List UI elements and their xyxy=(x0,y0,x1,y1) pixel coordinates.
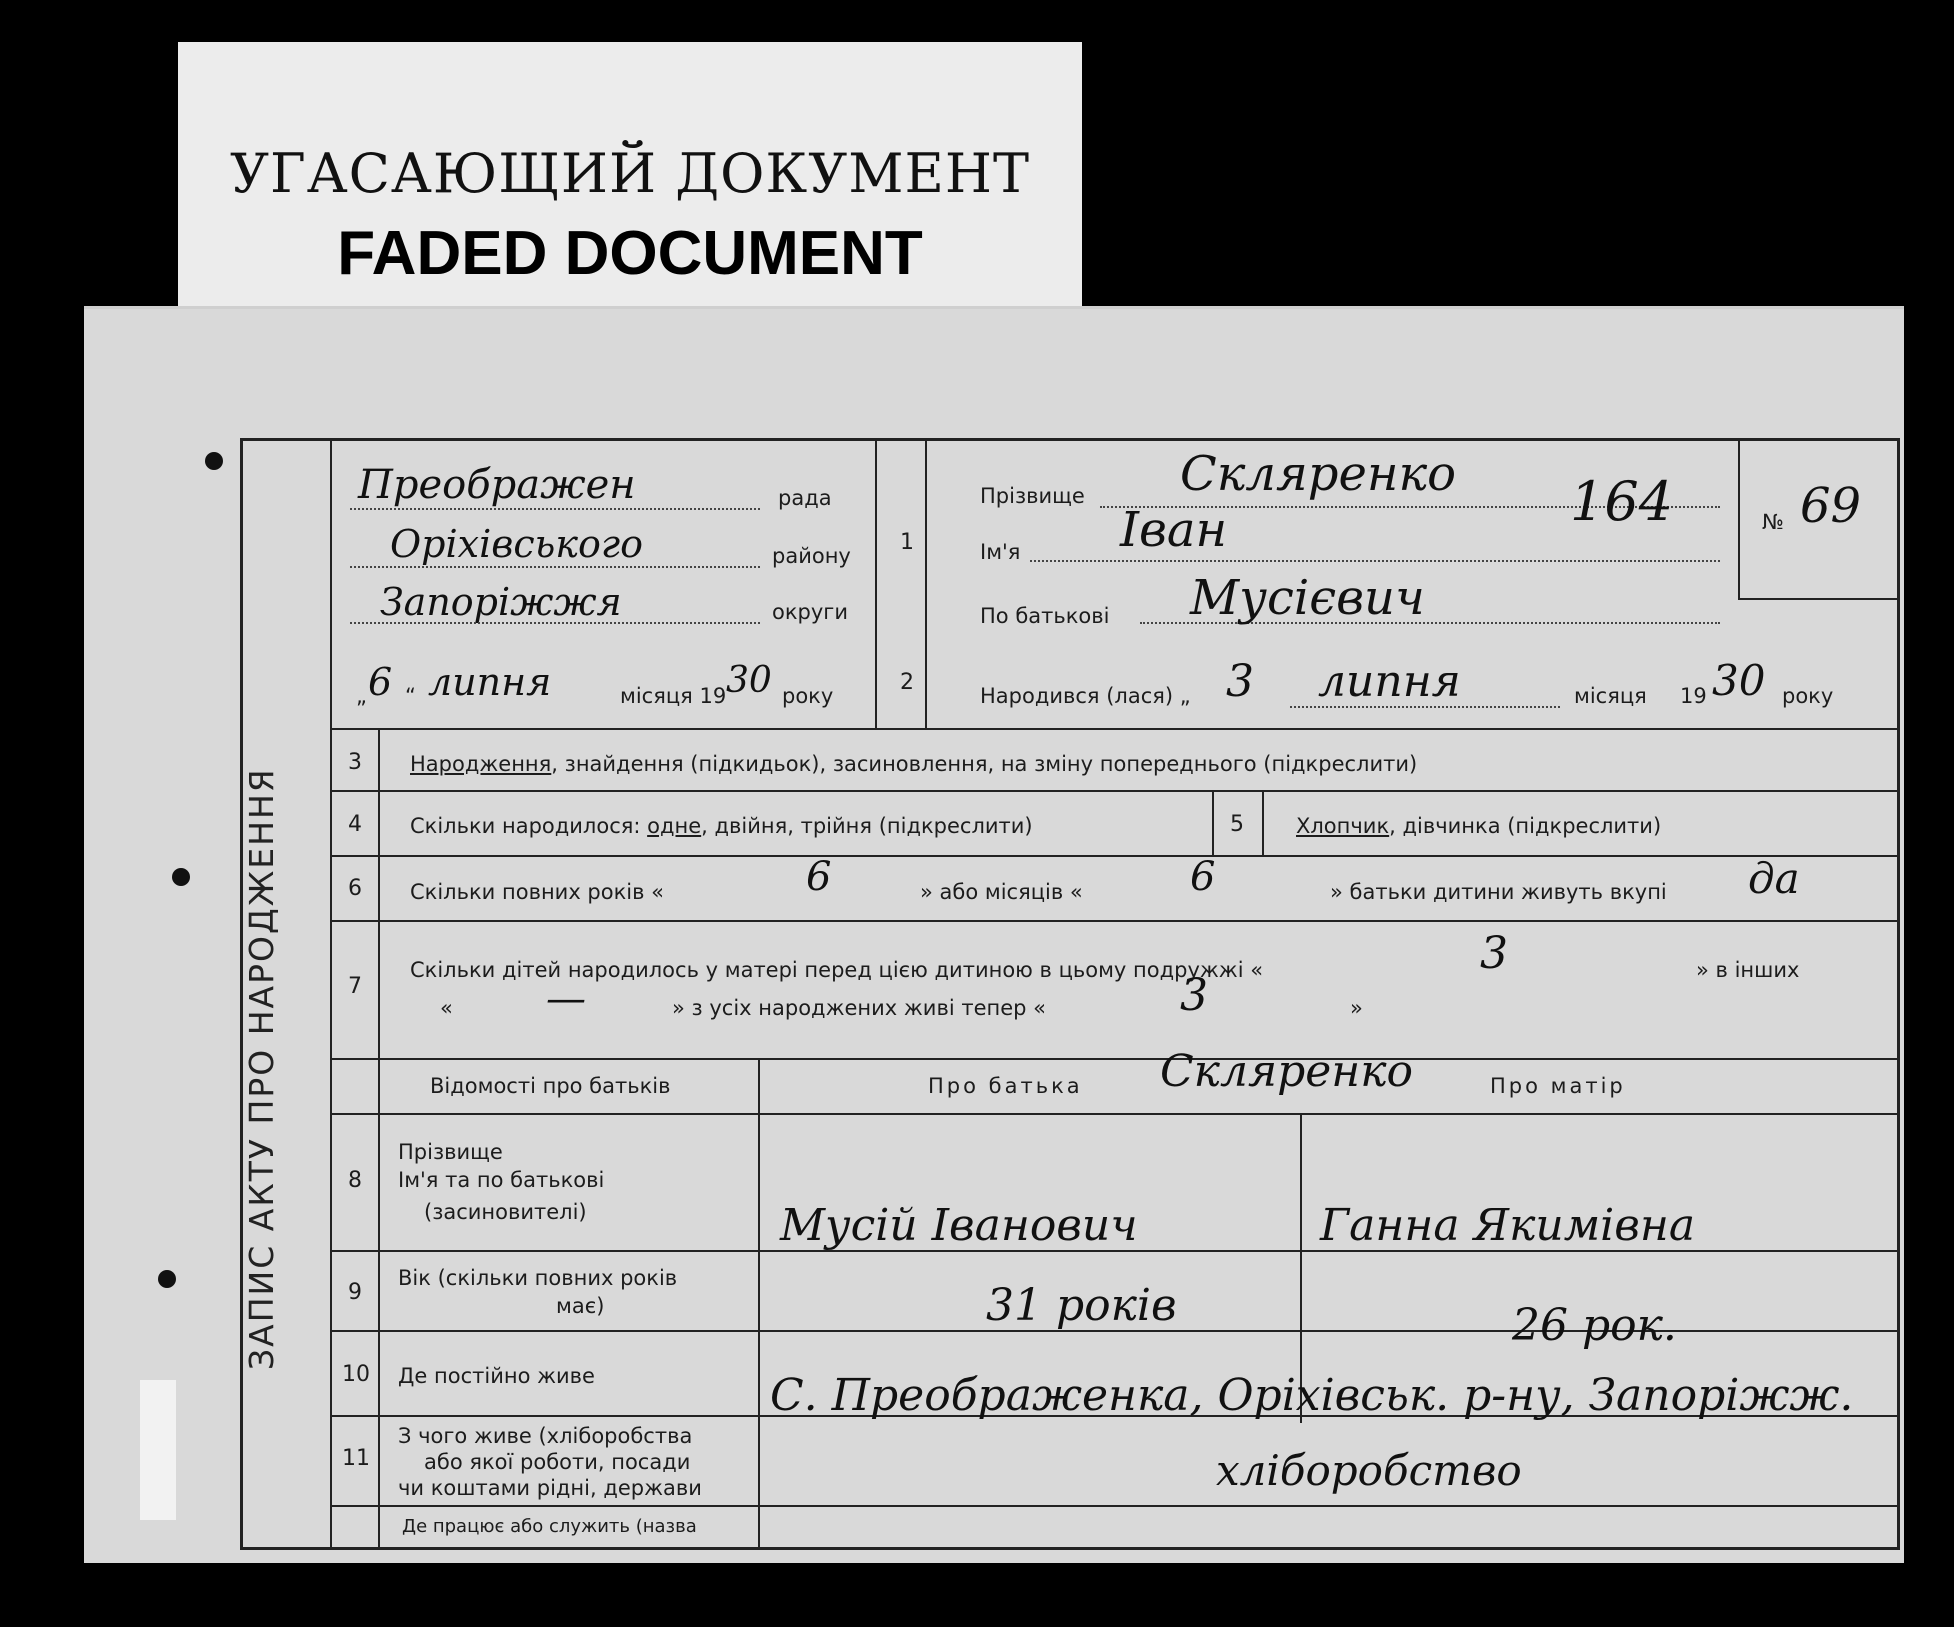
hw-okrug: Запоріжжя xyxy=(380,580,622,624)
label-english: FADED DOCUMENT xyxy=(337,219,923,288)
punch-hole xyxy=(205,452,223,470)
hw-marriage-years: 6 xyxy=(806,854,832,900)
hw-reg-day: 6 xyxy=(368,660,393,704)
row-number: 4 xyxy=(348,812,362,837)
patronymic-label: По батькові xyxy=(980,604,1110,628)
row8-label-1: Прізвище xyxy=(398,1140,503,1164)
marriage-months-label: » або місяців « xyxy=(920,880,1083,904)
row-number: 8 xyxy=(348,1168,362,1193)
event-birth-underlined: Народження xyxy=(410,752,552,776)
hw-children-this-marriage: 3 xyxy=(1480,928,1508,979)
hw-children-other: — xyxy=(546,976,586,1022)
multiplicity-text: Скільки народилося: одне, двійня, трійня (підкреслити) xyxy=(410,814,1033,838)
hw-birth-day: 3 xyxy=(1226,656,1254,707)
children-line2-close: » xyxy=(1350,996,1363,1020)
hw-rada: Преображен xyxy=(358,462,636,508)
rayon-label: району xyxy=(772,544,851,568)
row11-label-3: чи коштами рідні, держави xyxy=(398,1476,702,1500)
okrug-label: округи xyxy=(772,600,848,624)
row8-label-2: Ім'я та по батькові xyxy=(398,1168,605,1192)
hw-father-name: Мусій Іванович xyxy=(780,1200,1138,1251)
hw-patronymic: Мусієвич xyxy=(1190,570,1425,626)
hw-father-age: 31 років xyxy=(986,1280,1177,1331)
father-column-label: Про батька xyxy=(928,1074,1083,1098)
row10-label: Де постійно живе xyxy=(398,1364,595,1388)
birth-month-label: місяця xyxy=(1574,684,1647,708)
mother-column-label: Про матір xyxy=(1490,1074,1626,1098)
children-line2-mid: » з усіх народжених живі тепер « xyxy=(672,996,1047,1020)
hw-occupation: хліборобство xyxy=(1216,1446,1522,1495)
row-number: 1 xyxy=(900,530,914,555)
hw-reg-month: липня xyxy=(428,660,552,704)
reg-month-label: місяця 19 xyxy=(620,684,727,708)
event-type-text: Народження, знайдення (підкидьок), засиновлення, на зміну попереднього (підкреслити) xyxy=(410,752,1418,776)
hw-children-alive: 3 xyxy=(1180,970,1208,1021)
rada-label: рада xyxy=(778,486,832,510)
row-number: 6 xyxy=(348,876,362,901)
sex-text: Хлопчик, дівчинка (підкреслити) xyxy=(1296,814,1662,838)
row-number: 7 xyxy=(348,974,362,999)
faded-document-label xyxy=(178,42,1082,332)
date-prefix: „ xyxy=(356,684,367,708)
hw-surname: Скляренко xyxy=(1180,446,1457,502)
form-side-title: ЗАПИС АКТУ ПРО НАРОДЖЕННЯ xyxy=(242,767,281,1370)
children-line1-end: » в інших xyxy=(1696,958,1800,982)
row9-label-1: Вік (скільки повних років xyxy=(398,1266,678,1290)
born-label: Народився (лася) „ xyxy=(980,684,1191,708)
row11-label-2: або якої роботи, посади xyxy=(424,1450,691,1474)
name-label: Ім'я xyxy=(980,540,1021,564)
row-number: 3 xyxy=(348,750,362,775)
surname-label: Прізвище xyxy=(980,484,1085,508)
children-line2-open: « xyxy=(440,996,453,1020)
record-no-label: № xyxy=(1762,510,1784,534)
row-number: 2 xyxy=(900,670,914,695)
row11-label-1: З чого живе (хліборобства xyxy=(398,1424,693,1448)
label-russian: УГАСАЮЩИЙ ДОКУМЕНТ xyxy=(229,142,1031,205)
punch-hole xyxy=(158,1270,176,1288)
row9-label-2: має) xyxy=(556,1294,605,1318)
hw-birth-month: липня xyxy=(1318,656,1461,707)
hw-mother-age: 26 рок. xyxy=(1512,1300,1677,1351)
row8-label-3: (засиновителі) xyxy=(424,1200,587,1224)
hw-parents-surname: Скляренко xyxy=(1160,1046,1414,1097)
parents-info-label: Відомості про батьків xyxy=(430,1074,671,1098)
row-number: 5 xyxy=(1230,812,1244,837)
row-number: 11 xyxy=(342,1446,370,1471)
hw-marriage-months: 6 xyxy=(1190,854,1216,900)
hw-address: С. Преображенка, Оріхівськ. р-ну, Запоріжж. xyxy=(770,1370,1854,1421)
hw-rayon: Оріхівського xyxy=(390,522,643,566)
row-number: 10 xyxy=(342,1362,370,1387)
hw-record-no: 69 xyxy=(1800,478,1862,534)
children-line1: Скільки дітей народилось у матері перед цією дитиною в цьому подружжі « xyxy=(410,958,1264,982)
row-number: 9 xyxy=(348,1280,362,1305)
hw-extra-number: 164 xyxy=(1570,470,1674,533)
birth-year-label: року xyxy=(1782,684,1834,708)
archive-stamp xyxy=(140,1380,176,1520)
hw-living-together: да xyxy=(1748,854,1800,903)
date-mid: “ xyxy=(405,684,416,708)
punch-hole xyxy=(172,868,190,886)
birth-year-prefix: 19 xyxy=(1680,684,1707,708)
hw-name: Іван xyxy=(1120,502,1228,558)
hw-reg-year: 30 xyxy=(726,660,772,701)
hw-mother-name: Ганна Якимівна xyxy=(1320,1200,1696,1251)
row12-label-1: Де працює або служить (назва xyxy=(402,1516,697,1537)
reg-year-label: року xyxy=(782,684,834,708)
marriage-years-label: Скільки повних років « xyxy=(410,880,665,904)
living-together-label: » батьки дитини живуть вкупі xyxy=(1330,880,1667,904)
hw-birth-year: 30 xyxy=(1712,656,1766,705)
